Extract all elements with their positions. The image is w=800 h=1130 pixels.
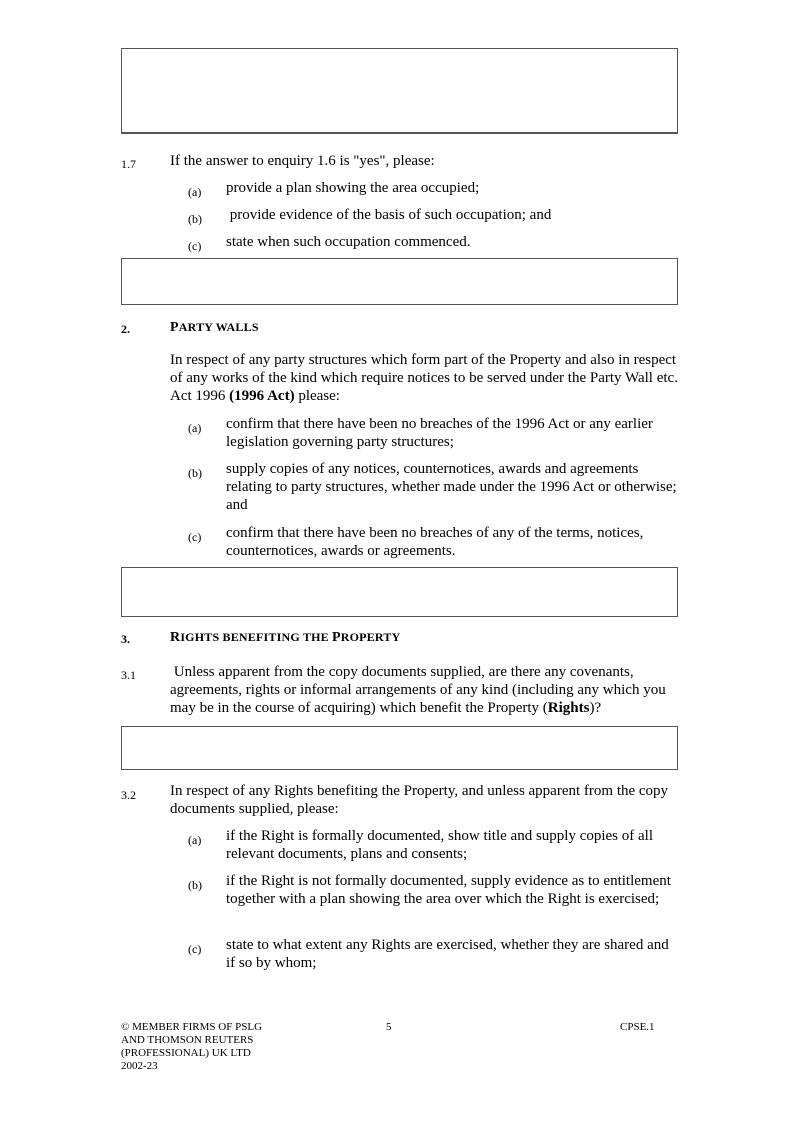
sub-label-3-2-c: (c) — [188, 942, 202, 956]
answer-box-1-7[interactable] — [121, 258, 678, 305]
section-title-2-cap: P — [170, 320, 179, 335]
sub-label-1-7-b: (b) — [188, 212, 202, 226]
section-title-rights-benefiting — [170, 628, 400, 647]
footer-page-number: 5 — [386, 1021, 392, 1033]
sub-text-3-2-c: state to what extent any Rights are exercised, whether they are shared and if so by whom; — [226, 937, 669, 971]
enquiry-text-1-7: If the answer to enquiry 1.6 is "yes", please: — [170, 153, 435, 169]
sub-text-1-7-a: provide a plan showing the area occupied; — [226, 180, 480, 196]
sub-label-2-b: (b) — [188, 466, 202, 480]
section-title-party-walls — [170, 318, 259, 337]
enquiry-number-1-7: 1.7 — [121, 157, 136, 171]
sub-label-3-2-a: (a) — [188, 833, 202, 847]
sub-label-2-c: (c) — [188, 530, 202, 544]
enquiry-text-3-1-a: Unless apparent from the copy documents supplied, are there any covenants, agreements, rights or informal arrangements of any kind (including any which you may be in the course of acquiring) which benefit the Property ( — [170, 664, 670, 716]
footer-copyright — [121, 1021, 262, 1073]
enquiry-text-3-2: In respect of any Rights benefiting the Property, and unless apparent from the copy documents supplied, please: — [170, 783, 669, 817]
sub-label-3-2-b: (b) — [188, 878, 202, 892]
enquiry-text-3-1-b: )? — [589, 700, 602, 716]
sub-label-2-a: (a) — [188, 421, 202, 435]
sub-text-1-7-c: state when such occupation commenced. — [226, 234, 471, 250]
section-title-3-mid: IGHTS BENEFITING THE — [180, 630, 333, 644]
footer-copyright-line: AND THOMSON REUTERS — [121, 1034, 254, 1046]
section-title-3-cap1: R — [170, 630, 181, 645]
section-title-3-cap2: P — [332, 630, 341, 645]
sub-text-3-2-b: if the Right is not formally documented, supply evidence as to entitlement together with a plan showing the area over which the Right is exercised; — [226, 873, 671, 907]
sub-text-1-7-b: provide evidence of the basis of such occupation; and — [226, 207, 552, 223]
section-2-intro-b: please: — [294, 388, 340, 404]
sub-label-1-7-c: (c) — [188, 239, 202, 253]
sub-label-1-7-a: (a) — [188, 185, 202, 199]
section-2-intro — [170, 351, 680, 405]
sub-text-3-2-a: if the Right is formally documented, show title and supply copies of all relevant documents, plans and consents; — [226, 828, 654, 862]
enquiry-number-3-2: 3.2 — [121, 788, 136, 802]
answer-box-1-6[interactable] — [121, 48, 678, 134]
answer-box-2[interactable] — [121, 567, 678, 617]
section-2-intro-bold: (1996 Act) — [229, 388, 295, 404]
section-title-3-end: ROPERTY — [340, 630, 401, 644]
section-number-2: 2. — [121, 322, 130, 336]
answer-box-3-1[interactable] — [121, 726, 678, 770]
section-number-3: 3. — [121, 632, 130, 646]
enquiry-text-3-1-bold: Rights — [547, 700, 590, 716]
sub-text-2-c: confirm that there have been no breaches of any of the terms, notices, counternotices, awards or agreements. — [226, 525, 644, 559]
footer-copyright-line: 2002-23 — [121, 1060, 158, 1072]
footer-copyright-line: © MEMBER FIRMS OF PSLG — [121, 1021, 263, 1033]
footer-copyright-line: (PROFESSIONAL) UK LTD — [121, 1047, 251, 1059]
enquiry-text-3-1 — [170, 663, 680, 717]
section-2-intro-a: In respect of any party structures which form part of the Property and also in respect of any works of the kind which require notices to be served under the Party Wall etc. Act 1996 — [170, 352, 678, 404]
footer-form-code: CPSE.1 — [620, 1021, 655, 1033]
enquiry-number-3-1: 3.1 — [121, 668, 136, 682]
sub-text-2-b: supply copies of any notices, counternotices, awards and agreements relating to party structures, whether made under the 1996 Act or otherwise; and — [226, 461, 677, 513]
sub-text-2-a: confirm that there have been no breaches of the 1996 Act or any earlier legislation governing party structures; — [226, 416, 653, 450]
section-title-2-rest: ARTY WALLS — [178, 320, 259, 334]
